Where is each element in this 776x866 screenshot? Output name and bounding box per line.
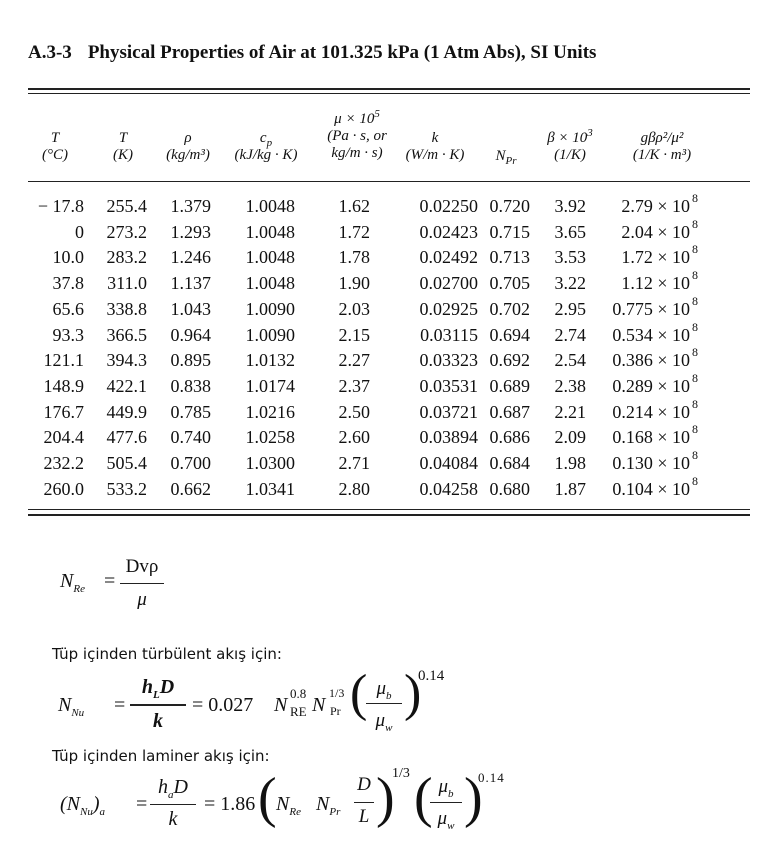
re-numerator: Dvρ [125,556,159,577]
header-unit: (K) [113,147,133,163]
cell-beta: 1.87 [554,478,586,499]
header-sub: p [266,137,273,149]
lam-coefficient: = 1.86 [204,793,256,815]
cell-g-beta: 1.12 × 10 [621,273,690,294]
lam-mu-b [428,776,464,798]
cell-viscosity: 2.27 [338,350,370,371]
cell-g-beta-exponent: 8 [692,268,698,283]
top-rule [28,88,750,90]
cell-prandtl: 0.692 [489,350,530,371]
cell-beta: 2.38 [554,375,586,396]
cell-temp-k: 366.5 [106,324,147,345]
header-text: N [495,148,506,164]
cell-g-beta: 0.534 × 10 [612,324,690,345]
table-row [0,191,776,220]
cell-beta: 1.98 [554,453,586,473]
cell-g-beta-exponent: 8 [692,242,698,257]
eq-symbol: h [141,676,153,698]
table-row [0,422,776,451]
cell-density: 0.740 [170,427,211,448]
table-row [0,319,776,349]
cell-beta: 3.92 [554,196,586,216]
cell-prandtl: 0.702 [489,298,530,319]
lam-fraction-bar [150,804,196,805]
cell-conductivity: 0.04258 [419,478,478,499]
header-exp: 5 [374,108,380,120]
cell-g-beta-exponent: 8 [692,216,698,231]
table-row [0,345,776,374]
laminar-caption: Tüp içinden laminer akış için: [52,747,270,765]
lam-one-third-exponent: 1/3 [392,766,410,781]
table-row [0,370,776,400]
cell-viscosity: 1.62 [338,196,370,216]
header-exp: 3 [587,127,593,139]
cell-g-beta-exponent: 8 [692,293,698,308]
eq-sub: w [385,721,393,734]
eq-symbol: (N [60,793,80,815]
turb-coefficient: = 0.027 [192,694,254,716]
table-row [0,242,776,271]
lam-mu-w [428,808,464,830]
cell-g-beta-exponent: 8 [692,448,698,462]
header-text: ρ [184,130,192,146]
turb-equals: = [114,694,126,716]
cell-conductivity: 0.02423 [419,221,478,242]
cell-beta: 3.65 [554,221,586,242]
turb-mu-b [364,678,404,700]
eq-sub: b [448,787,454,800]
cell-viscosity: 2.60 [338,427,370,448]
cell-temp-k: 422.1 [106,375,147,396]
cell-conductivity: 0.03323 [419,350,478,371]
cell-conductivity: 0.02925 [419,298,478,319]
lam-d: D [357,774,371,795]
cell-beta: 2.09 [554,427,586,448]
cell-conductivity: 0.02700 [419,273,478,294]
turb-lhs [58,694,84,717]
header-unit: (W/m · K) [405,147,465,163]
table-row [0,473,776,503]
cell-g-beta: 0.168 × 10 [612,427,690,448]
cell-prandtl: 0.715 [489,221,530,242]
cell-conductivity: 0.02250 [419,196,478,216]
cell-cp: 1.0216 [245,401,295,422]
eq-symbol: μ [375,710,386,731]
header-cp [223,130,309,164]
header-unit: (1/K · m³) [632,147,692,163]
cell-g-beta-exponent: 8 [692,370,698,385]
cell-viscosity: 1.90 [338,273,370,294]
cell-beta: 2.74 [554,324,586,345]
cell-g-beta-exponent: 8 [692,396,698,411]
bottom-rule-thin [28,509,750,510]
cell-cp: 1.0048 [245,196,295,216]
cell-temp-c: 148.9 [43,375,84,396]
header-text: T [118,130,128,146]
cell-conductivity: 0.03531 [419,375,478,396]
turb-numerator [128,676,188,699]
eq-symbol: D [173,776,188,798]
cell-density: 0.700 [170,453,211,473]
header-text: c [259,130,267,146]
cell-temp-c: 232.2 [43,453,84,473]
cell-temp-c: 204.4 [43,427,84,448]
eq-symbol: N [60,570,74,592]
lam-mu-left-paren: ( [414,767,433,829]
cell-prandtl: 0.684 [489,453,530,473]
re-equals: = [104,570,116,592]
cell-temp-k: 477.6 [106,427,147,448]
cell-g-beta: 0.775 × 10 [612,298,690,319]
turb-mu-exponent: 0.14 [418,668,445,684]
header-text: μ × 10 [334,111,375,127]
cell-temp-c: 65.6 [52,298,84,319]
eq-symbol: N [274,694,288,716]
cell-cp: 1.0258 [245,427,295,448]
cell-temp-c: 0 [75,221,84,242]
eq-symbol: μ [438,776,449,797]
cell-temp-c: 121.1 [43,350,84,371]
eq-sub: L [152,689,160,701]
cell-density: 0.662 [170,478,211,499]
cell-temp-k: 394.3 [106,350,147,371]
eq-sub: Nu [80,806,93,818]
cell-beta: 2.95 [554,298,586,319]
cell-density: 1.379 [170,196,211,216]
eq-sub: a [168,789,174,801]
lam-mu-exponent: 0.14 [478,770,505,785]
turb-right-paren: ) [404,665,422,722]
turb-left-paren: ( [350,665,368,722]
cell-prandtl: 0.694 [489,324,530,345]
eq-symbol: h [158,776,169,798]
cell-density: 0.895 [170,350,211,371]
header-unit: (kg/m³) [166,147,210,163]
table-row [0,396,776,426]
lam-mu-fraction-bar [430,802,462,803]
cell-prandtl: 0.705 [489,273,530,294]
turb-mu-w [364,710,404,732]
cell-temp-c: 37.8 [52,273,84,294]
cell-conductivity: 0.04084 [419,453,478,473]
cell-g-beta-exponent: 8 [692,473,698,488]
cell-temp-k: 273.2 [106,221,147,242]
cell-g-beta: 0.386 × 10 [612,350,690,371]
lam-numerator [148,776,198,799]
cell-viscosity: 2.50 [338,401,370,422]
table-row [0,293,776,323]
cell-viscosity: 1.78 [338,247,370,268]
cell-density: 1.137 [170,273,211,294]
cell-prandtl: 0.686 [489,427,530,448]
lam-left-paren: ( [258,767,277,829]
eq-sub: Re [73,583,85,595]
cell-g-beta-exponent: 8 [692,319,698,334]
cell-temp-c: − 17.8 [37,196,84,216]
eq-sub: w [447,819,455,832]
turb-re-subscript: RE [290,704,307,719]
header-unit: kg/m · s) [331,145,383,161]
cell-cp: 1.0341 [245,478,295,499]
turb-re-exponent: 0.8 [290,686,307,701]
cell-beta: 2.21 [554,401,586,422]
cell-cp: 1.0090 [245,324,295,345]
cell-temp-k: 533.2 [106,478,147,499]
table-row [0,216,776,246]
cell-temp-c: 93.3 [52,324,84,345]
eq-sub: Re [289,806,301,818]
turb-re-term [274,694,287,717]
re-denominator: μ [137,589,147,610]
lam-equals: = [136,793,148,815]
cell-temp-k: 255.4 [106,196,147,216]
header-rule [28,181,750,182]
top-rule-thin [28,93,750,94]
lam-pr-term [316,793,340,816]
cell-g-beta: 0.104 × 10 [612,478,690,499]
eq-symbol: D [159,676,175,698]
header-unit: (1/K) [554,147,586,163]
cell-g-beta-exponent: 8 [692,191,698,205]
cell-temp-k: 505.4 [106,453,147,473]
cell-g-beta: 1.72 × 10 [621,247,690,268]
cell-conductivity: 0.02492 [419,247,478,268]
turb-pr-subscript: Pr [330,704,341,718]
header-prandtl [486,148,526,165]
eq-symbol: μ [376,678,387,699]
cell-temp-k: 311.0 [107,273,147,294]
lam-dl-fraction-bar [354,802,374,803]
cell-density: 1.246 [170,247,211,268]
cell-viscosity: 2.71 [338,453,370,473]
lam-re-term [276,793,301,816]
turb-denominator: k [153,710,163,732]
turbulent-caption: Tüp içinden türbülent akış için: [52,645,282,663]
turb-pr-term: N [312,694,326,716]
cell-temp-k: 338.8 [106,298,147,319]
cell-prandtl: 0.720 [489,196,530,216]
lam-mu-right-paren: ) [464,767,483,829]
header-beta [534,127,606,164]
header-viscosity [312,108,402,162]
eq-symbol: ) [92,793,100,815]
cell-temp-c: 260.0 [43,478,84,499]
header-density [152,130,224,164]
eq-sub: b [386,689,392,702]
cell-cp: 1.0048 [245,273,295,294]
cell-density: 0.964 [170,324,211,345]
cell-viscosity: 2.80 [338,478,370,499]
cell-beta: 2.54 [554,350,586,371]
header-text: T [50,130,60,146]
cell-temp-k: 449.9 [106,401,147,422]
eq-sub: Pr [329,806,341,818]
cell-g-beta: 2.79 × 10 [621,196,690,216]
bottom-rule [28,514,750,516]
cell-viscosity: 2.37 [338,375,370,396]
table-number: A.3-3 [28,42,72,63]
cell-temp-c: 10.0 [52,247,84,268]
cell-prandtl: 0.713 [489,247,530,268]
table-row [0,448,776,477]
cell-cp: 1.0090 [245,298,295,319]
cell-prandtl: 0.687 [489,401,530,422]
cell-cp: 1.0048 [245,247,295,268]
header-unit: (°C) [42,147,68,163]
header-unit: (Pa · s, or [327,128,387,144]
cell-viscosity: 1.72 [338,221,370,242]
header-g-beta [614,130,710,164]
cell-g-beta: 2.04 × 10 [621,221,690,242]
cell-cp: 1.0132 [245,350,295,371]
cell-cp: 1.0174 [245,375,295,396]
lam-lhs [60,793,105,816]
cell-cp: 1.0300 [245,453,295,473]
cell-g-beta-exponent: 8 [692,345,698,360]
cell-density: 1.293 [170,221,211,242]
cell-g-beta: 0.130 × 10 [612,453,690,473]
eq-symbol: N [58,694,72,716]
header-text: k [431,130,439,146]
re-lhs [60,570,85,593]
lam-right-paren: ) [376,767,395,829]
header-conductivity [394,130,476,164]
table-title [28,42,596,64]
turb-mu-fraction-bar [366,703,402,704]
cell-conductivity: 0.03894 [419,427,478,448]
cell-viscosity: 2.15 [338,324,370,345]
cell-g-beta: 0.214 × 10 [612,401,690,422]
cell-viscosity: 2.03 [338,298,370,319]
cell-density: 0.785 [170,401,211,422]
cell-g-beta-exponent: 8 [692,422,698,437]
cell-g-beta: 0.289 × 10 [612,375,690,396]
header-sub: Pr [505,155,517,167]
header-unit: (kJ/kg · K) [234,147,298,163]
re-fraction-bar [120,583,164,584]
cell-temp-k: 283.2 [106,247,147,268]
cell-prandtl: 0.680 [489,478,530,499]
cell-density: 1.043 [170,298,211,319]
table-row [0,268,776,297]
eq-symbol: μ [437,808,448,829]
eq-symbol: N [316,793,330,815]
eq-sub: Nu [71,707,85,719]
header-t-kelvin [103,130,143,164]
turb-pr-exponent: 1/3 [329,686,345,700]
cell-temp-c: 176.7 [43,401,84,422]
cell-cp: 1.0048 [245,221,295,242]
lam-denominator: k [168,808,178,830]
cell-beta: 3.53 [554,247,586,268]
header-text: gβρ²/μ² [640,130,684,146]
cell-beta: 3.22 [554,273,586,294]
eq-sub: a [99,806,106,818]
cell-conductivity: 0.03115 [420,324,478,345]
cell-density: 0.838 [170,375,211,396]
eq-symbol: N [276,793,290,815]
lam-l: L [358,806,370,827]
header-text: β × 10 [547,130,588,146]
cell-prandtl: 0.689 [489,375,530,396]
turb-fraction-bar [130,704,186,706]
cell-conductivity: 0.03721 [419,401,478,422]
table-title-text: Physical Properties of Air at 101.325 kPa (1 Atm Abs), SI Units [87,42,597,63]
header-t-celsius [30,130,80,164]
